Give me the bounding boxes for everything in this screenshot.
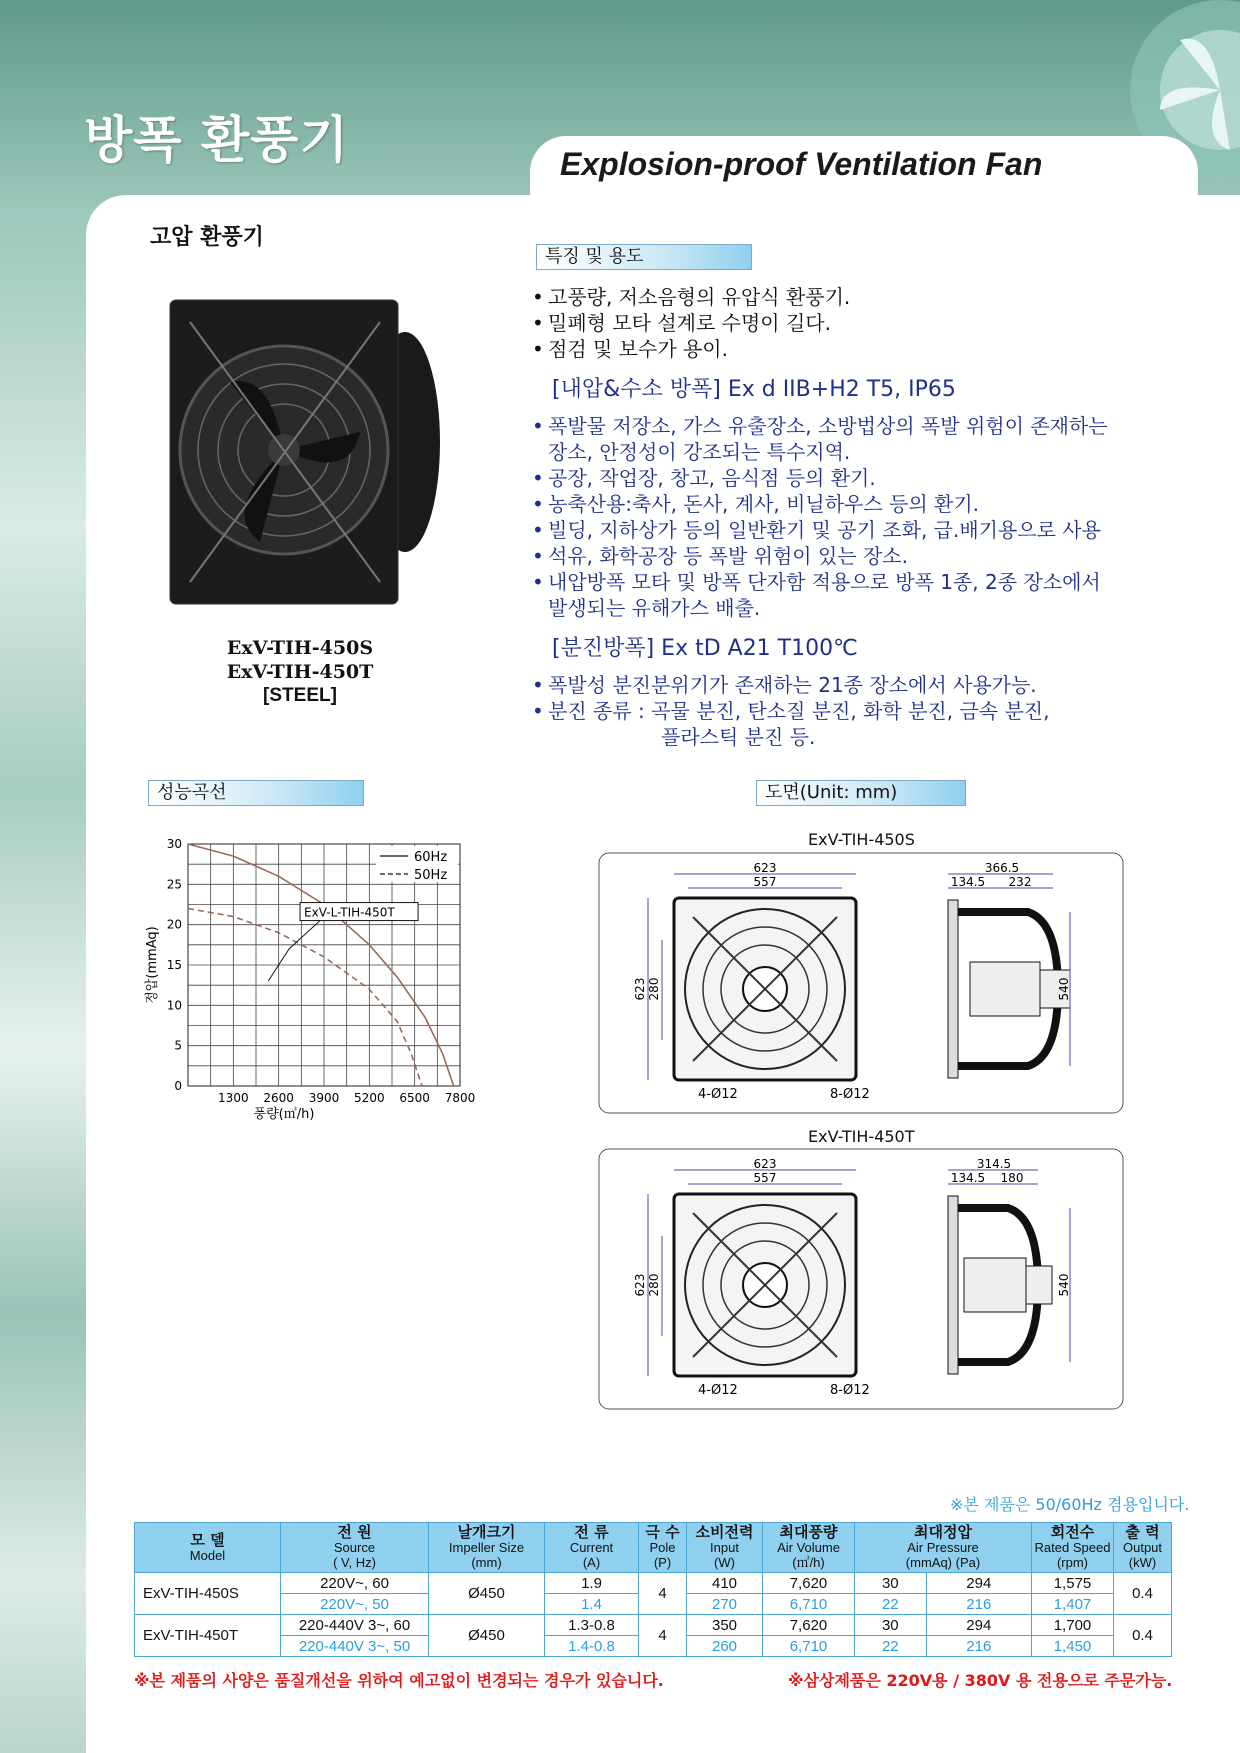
page-title-korean: 방폭 환풍기 [84,111,349,169]
chart-y-tick: 20 [166,917,182,932]
usage-item: • 석유, 화학공장 등 폭발 위험이 있는 장소. [532,543,1172,569]
model-name-t: ExV-TIH-450T [226,661,374,683]
table-row: ExV-TIH-450T 220-440V 3~, 60 Ø450 1.3-0.8 4 350 7,620 30 294 1,700 0.4 [135,1615,1172,1636]
three-phase-note: ※삼상제품은 220V용 / 380V 용 전용으로 주문가능. [788,1671,1173,1690]
dim-b: 180 [1000,1171,1024,1185]
dim-557: 557 [753,1171,777,1185]
section-header-features: 특징 및 용도 [536,244,752,270]
dim-540: 540 [1057,977,1071,1001]
dim-623-v: 623 [633,1273,647,1297]
dim-a: 134.5 [950,875,986,889]
usage-item: • 빌딩, 지하상가 등의 일반환기 및 공기 조화, 급.배기용으로 사용 [532,517,1172,543]
dim-holes-8: 8-Ø12 [830,1383,870,1398]
spec-change-note: ※본 제품의 사양은 품질개선을 위하여 예고없이 변경되는 경우가 있습니다. [134,1671,664,1690]
usage-item: • 농축산용:축사, 돈사, 계사, 비닐하우스 등의 환기. [532,491,1172,517]
frequency-note: ※본 제품은 50/60Hz 겸용입니다. [950,1495,1190,1514]
feature-item: • 고풍량, 저소음형의 유압식 환풍기. [532,284,1172,310]
dust-item: • 폭발성 분진분위기가 존재하는 21종 장소에서 사용가능. [532,672,1172,698]
th-pole: 극 수 Pole (P) [639,1523,687,1573]
dim-557: 557 [753,875,777,889]
dim-holes-8: 8-Ø12 [830,1087,870,1102]
chart-y-tick: 30 [166,837,182,851]
usage-item: • 폭발물 저장소, 가스 유출장소, 소방법상의 폭발 위험이 존재하는 장소, 안정성이 강조되는 특수지역. [532,413,1172,465]
dim-280: 280 [647,1273,661,1297]
page-title-english: Explosion-proof Ventilation Fan [560,146,1043,182]
chart-x-tick: 1300 [218,1091,249,1105]
chart-y-label: 정압(mmAq) [145,926,160,1004]
chart-x-tick: 7800 [444,1091,476,1105]
chart-x-tick: 2600 [263,1091,294,1105]
usage-item: • 공장, 작업장, 창고, 음식점 등의 환기. [532,465,1172,491]
th-output: 출 력 Output (kW) [1114,1523,1172,1573]
feature-item: • 점검 및 보수가 용이. [532,336,1172,362]
dim-a: 134.5 [950,1171,986,1185]
th-volume: 최대풍량 Air Volume (㎥/h) [763,1523,855,1573]
product-model-caption [190,636,410,708]
section-header-drawing: 도면(Unit: mm) [756,780,966,806]
table-row: 220-440V 3~, 50 1.4-0.8 260 6,710 22 216 1,450 [135,1636,1172,1657]
performance-chart [140,830,490,1130]
dust-item: • 분진 종류 : 곡물 분진, 탄소질 분진, 화학 분진, 금속 분진, 플라스틱 분진 등. [532,698,1172,750]
usage-item: • 내압방폭 모타 및 방폭 단자함 적용으로 방폭 1종, 2종 장소에서 발생되는 유해가스 배출. [532,569,1172,621]
chart-y-tick: 15 [166,958,182,972]
section-header-performance: 성능곡선 [148,780,364,806]
dim-623: 623 [753,861,777,875]
chart-y-tick: 5 [174,1038,182,1053]
product-category: 고압 환풍기 [150,225,264,250]
feature-item: • 밀폐형 모타 설계로 수명이 길다. [532,310,1172,336]
chart-y-tick: 0 [174,1079,182,1093]
th-impeller: 날개크기 Impeller Size (mm) [429,1523,545,1573]
dim-holes-4: 4-Ø12 [698,1087,738,1102]
chart-x-tick: 3900 [308,1091,340,1105]
th-pressure: 최대정압 Air Pressure (mmAq) (Pa) [855,1523,1032,1573]
spec-table [134,1522,1172,1657]
dim-623: 623 [753,1157,777,1171]
th-source: 전 원 Source ( V, Hz) [281,1523,429,1573]
dim-280: 280 [647,977,661,1001]
dust-rating: [분진방폭] Ex tD A21 T100℃ [552,636,858,661]
chart-x-label: 풍량(㎥/h) [253,1107,315,1122]
fan-product-photo [160,292,440,622]
drawing-title-s: ExV-TIH-450S [808,830,915,849]
chart-legend-label: 50Hz [414,868,448,883]
dim-623-v: 623 [633,977,647,1001]
chart-y-tick: 25 [166,877,182,892]
dim-depth: 314.5 [976,1157,1012,1171]
drawing-s [598,852,1124,1114]
drawing-t [598,1148,1124,1410]
chart-x-tick: 6500 [399,1091,430,1105]
th-speed: 회전수 Rated Speed (rpm) [1032,1523,1114,1573]
table-header-row [135,1523,1172,1573]
chart-x-tick: 5200 [354,1091,385,1105]
table-row: 220V~, 50 1.4 270 6,710 22 216 1,407 [135,1594,1172,1615]
dim-depth: 366.5 [984,861,1020,875]
dim-holes-4: 4-Ø12 [698,1383,738,1398]
model-name-s: ExV-TIH-450S [226,637,374,659]
chart-y-tick: 10 [166,998,182,1013]
material-label: [STEEL] [263,685,337,706]
table-row: ExV-TIH-450S 220V~, 60 Ø450 1.9 4 410 7,620 30 294 1,575 0.4 [135,1573,1172,1594]
explosion-rating: [내압&수소 방폭] Ex d IIB+H2 T5, IP65 [552,377,956,402]
th-input: 소비전력 Input (W) [687,1523,763,1573]
drawing-title-t: ExV-TIH-450T [808,1127,915,1146]
chart-legend-label: 60Hz [414,850,448,865]
dim-540: 540 [1057,1273,1071,1297]
th-model: 모 델 Model [135,1523,281,1573]
dim-b: 232 [1008,875,1032,889]
features-list [532,284,1172,750]
chart-annotation: ExV-L-TIH-450T [304,905,395,920]
th-current: 전 류 Current (A) [545,1523,639,1573]
